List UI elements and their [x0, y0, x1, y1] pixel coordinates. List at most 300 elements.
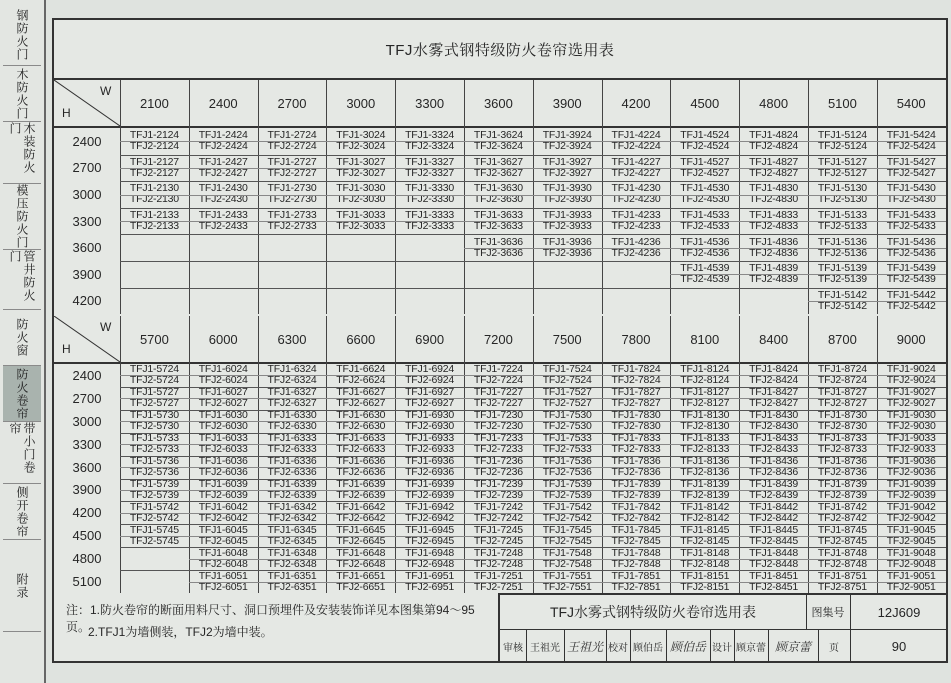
cell-mid-divider — [602, 582, 671, 583]
model-tfj2: TFJ2-3333 — [405, 220, 455, 233]
model-tfj1: TFJ1-7224 — [473, 363, 523, 376]
model-tfj2: TFJ2-7233 — [473, 443, 523, 456]
cell-mid-divider — [395, 168, 464, 169]
cell-mid-divider — [739, 248, 808, 249]
width-5100: 5100 — [827, 95, 857, 111]
model-tfj1: TFJ1-7539 — [542, 477, 592, 490]
model-tfj1: TFJ1-6924 — [405, 363, 455, 376]
model-tfj1: TFJ1-8733 — [817, 432, 867, 445]
model-tfj2: TFJ2-6924 — [405, 374, 455, 387]
model-tfj1: TFJ1-2727 — [267, 155, 317, 168]
title-block-title: TFJ水雾式钢特级防火卷帘选用表 — [500, 595, 807, 629]
cell-mid-divider — [808, 168, 877, 169]
corner-header — [54, 80, 120, 126]
cell-mid-divider — [326, 168, 395, 169]
width-3300: 3300 — [415, 95, 445, 111]
model-tfj2: TFJ2-8727 — [817, 397, 867, 410]
model-tfj1: TFJ1-7242 — [473, 500, 523, 513]
cell-mid-divider — [464, 467, 533, 468]
model-tfj1: TFJ1-3033 — [336, 209, 386, 222]
model-tfj2: TFJ2-4536 — [680, 246, 730, 259]
model-tfj2: TFJ2-7533 — [542, 443, 592, 456]
model-tfj1: TFJ1-8748 — [817, 546, 867, 559]
cell-mid-divider — [808, 301, 877, 302]
cell-mid-divider — [877, 141, 946, 142]
cell-mid-divider — [189, 375, 258, 376]
cell-mid-divider — [258, 195, 327, 196]
cell-mid-divider — [739, 168, 808, 169]
model-tfj2: TFJ2-6042 — [198, 511, 248, 524]
model-tfj1: TFJ1-6627 — [336, 386, 386, 399]
cell-mid-divider — [189, 221, 258, 222]
model-tfj2: TFJ2-6927 — [405, 397, 455, 410]
model-tfj1: TFJ1-3633 — [473, 209, 523, 222]
model-tfj2: TFJ2-4533 — [680, 220, 730, 233]
model-tfj2: TFJ2-5733 — [129, 443, 179, 456]
cell-mid-divider — [326, 536, 395, 537]
model-tfj1: TFJ1-2733 — [267, 209, 317, 222]
cell-mid-divider — [808, 490, 877, 491]
model-tfj1: TFJ1-4227 — [611, 155, 661, 168]
cell-mid-divider — [602, 141, 671, 142]
cell-mid-divider — [533, 375, 602, 376]
cell-mid-divider — [258, 536, 327, 537]
cell-mid-divider — [120, 398, 189, 399]
cell-mid-divider — [258, 221, 327, 222]
model-tfj2: TFJ2-3927 — [542, 166, 592, 179]
model-tfj1: TFJ1-3933 — [542, 209, 592, 222]
model-tfj1: TFJ1-6048 — [198, 546, 248, 559]
model-tfj1: TFJ1-7248 — [473, 546, 523, 559]
model-tfj1: TFJ1-3930 — [542, 182, 592, 195]
cell-mid-divider — [602, 536, 671, 537]
cell-mid-divider — [395, 444, 464, 445]
width-6300: 6300 — [277, 331, 307, 347]
cell-mid-divider — [395, 559, 464, 560]
sidebar-tab-8[interactable]: 侧开卷帘 — [3, 484, 41, 540]
model-tfj1: TFJ1-9039 — [886, 477, 936, 490]
atlas-number: 12J609 — [877, 604, 921, 620]
cell-mid-divider — [258, 141, 327, 142]
model-tfj1: TFJ1-4224 — [611, 129, 661, 142]
model-tfj2: TFJ2-5130 — [817, 193, 867, 206]
page-frame — [52, 18, 948, 663]
model-tfj2: TFJ2-7245 — [473, 534, 523, 547]
cell-mid-divider — [395, 536, 464, 537]
model-tfj2: TFJ2-7830 — [611, 420, 661, 433]
model-tfj1: TFJ1-8727 — [817, 386, 867, 399]
model-tfj2: TFJ2-6342 — [267, 511, 317, 524]
sidebar-tab-2[interactable]: 木装防火门 — [3, 122, 41, 184]
model-tfj2: TFJ2-7848 — [611, 557, 661, 570]
model-tfj2: TFJ2-7251 — [473, 580, 523, 593]
model-tfj2: TFJ2-8151 — [680, 580, 730, 593]
model-tfj1: TFJ1-6336 — [267, 455, 317, 468]
cell-mid-divider — [533, 559, 602, 560]
sidebar-tab-4[interactable]: 管井防火门 — [3, 250, 41, 310]
model-tfj2: TFJ2-2430 — [198, 193, 248, 206]
model-tfj1: TFJ1-6927 — [405, 386, 455, 399]
cell-mid-divider — [602, 168, 671, 169]
model-tfj1: TFJ1-8448 — [749, 546, 799, 559]
model-tfj2: TFJ2-6936 — [405, 466, 455, 479]
table-title: TFJ水雾式钢特级防火卷帘选用表 — [54, 20, 946, 80]
cell-mid-divider — [395, 195, 464, 196]
model-tfj2: TFJ2-6336 — [267, 466, 317, 479]
cell-mid-divider — [326, 375, 395, 376]
model-tfj2: TFJ2-7824 — [611, 374, 661, 387]
height-3000: 3000 — [72, 186, 102, 202]
sidebar-tab-6[interactable]: 防火卷帘 — [3, 366, 41, 422]
model-tfj1: TFJ1-6330 — [267, 409, 317, 422]
model-tfj2: TFJ2-8136 — [680, 466, 730, 479]
model-tfj1: TFJ1-3324 — [405, 129, 455, 142]
model-tfj1: TFJ1-5739 — [129, 477, 179, 490]
cell-mid-divider — [395, 398, 464, 399]
model-tfj2: TFJ2-3633 — [473, 220, 523, 233]
model-tfj2: TFJ2-6648 — [336, 557, 386, 570]
model-tfj2: TFJ2-9024 — [886, 374, 936, 387]
cell-mid-divider — [533, 582, 602, 583]
model-tfj1: TFJ1-7533 — [542, 432, 592, 445]
cell-mid-divider — [533, 398, 602, 399]
model-tfj1: TFJ1-4839 — [749, 262, 799, 275]
cell-mid-divider — [258, 559, 327, 560]
cell-mid-divider — [670, 421, 739, 422]
model-tfj2: TFJ2-9039 — [886, 488, 936, 501]
model-tfj2: TFJ2-8442 — [749, 511, 799, 524]
model-tfj1: TFJ1-3327 — [405, 155, 455, 168]
cell-mid-divider — [670, 221, 739, 222]
model-tfj2: TFJ2-4833 — [749, 220, 799, 233]
cell-mid-divider — [602, 559, 671, 560]
model-tfj1: TFJ1-6648 — [336, 546, 386, 559]
model-tfj2: TFJ2-7536 — [542, 466, 592, 479]
model-tfj2: TFJ2-4539 — [680, 273, 730, 286]
cell-mid-divider — [258, 444, 327, 445]
model-tfj2: TFJ2-7242 — [473, 511, 523, 524]
cell-mid-divider — [670, 398, 739, 399]
cell-mid-divider — [464, 490, 533, 491]
model-tfj1: TFJ1-3636 — [473, 235, 523, 248]
cell-mid-divider — [258, 421, 327, 422]
cell-mid-divider — [326, 582, 395, 583]
model-tfj1: TFJ1-6033 — [198, 432, 248, 445]
model-tfj1: TFJ1-6633 — [336, 432, 386, 445]
model-tfj1: TFJ1-7845 — [611, 523, 661, 536]
model-tfj1: TFJ1-6936 — [405, 455, 455, 468]
model-tfj1: TFJ1-7545 — [542, 523, 592, 536]
model-tfj1: TFJ1-5745 — [129, 523, 179, 536]
model-tfj1: TFJ1-7527 — [542, 386, 592, 399]
model-tfj2: TFJ2-4236 — [611, 246, 661, 259]
model-tfj2: TFJ2-6627 — [336, 397, 386, 410]
model-tfj1: TFJ1-3624 — [473, 129, 523, 142]
cell-mid-divider — [189, 168, 258, 169]
model-tfj1: TFJ1-4530 — [680, 182, 730, 195]
cell-mid-divider — [258, 582, 327, 583]
height-3900: 3900 — [72, 266, 102, 282]
model-tfj2: TFJ2-8448 — [749, 557, 799, 570]
cell-mid-divider — [739, 536, 808, 537]
model-tfj2: TFJ2-6930 — [405, 420, 455, 433]
cell-mid-divider — [739, 398, 808, 399]
cell-mid-divider — [602, 375, 671, 376]
model-tfj2: TFJ2-5142 — [817, 299, 867, 312]
model-tfj1: TFJ1-6645 — [336, 523, 386, 536]
model-tfj1: TFJ1-3927 — [542, 155, 592, 168]
cell-mid-divider — [808, 444, 877, 445]
sidebar-tab-3[interactable]: 模压防火门 — [3, 184, 41, 250]
model-tfj1: TFJ1-4836 — [749, 235, 799, 248]
cell-mid-divider — [808, 582, 877, 583]
cell-mid-divider — [602, 248, 671, 249]
cell-mid-divider — [189, 398, 258, 399]
model-tfj1: TFJ1-6024 — [198, 363, 248, 376]
cell-mid-divider — [877, 421, 946, 422]
cell-mid-divider — [877, 195, 946, 196]
model-tfj1: TFJ1-3024 — [336, 129, 386, 142]
cell-mid-divider — [326, 398, 395, 399]
model-tfj2: TFJ2-4824 — [749, 140, 799, 153]
model-tfj1: TFJ1-8427 — [749, 386, 799, 399]
cell-mid-divider — [739, 490, 808, 491]
cell-mid-divider — [395, 141, 464, 142]
model-tfj2: TFJ2-6351 — [267, 580, 317, 593]
cell-mid-divider — [258, 490, 327, 491]
width-5400: 5400 — [896, 95, 926, 111]
model-tfj2: TFJ2-2727 — [267, 166, 317, 179]
model-tfj1: TFJ1-8136 — [680, 455, 730, 468]
width-4200: 4200 — [621, 95, 651, 111]
cell-mid-divider — [120, 513, 189, 514]
model-tfj2: TFJ2-7224 — [473, 374, 523, 387]
model-tfj1: TFJ1-8139 — [680, 477, 730, 490]
cell-mid-divider — [670, 444, 739, 445]
model-tfj1: TFJ1-3627 — [473, 155, 523, 168]
cell-mid-divider — [808, 248, 877, 249]
model-tfj1: TFJ1-8133 — [680, 432, 730, 445]
width-8700: 8700 — [827, 331, 857, 347]
cell-mid-divider — [464, 559, 533, 560]
model-tfj1: TFJ1-5130 — [817, 182, 867, 195]
cell-mid-divider — [120, 490, 189, 491]
model-tfj1: TFJ1-8430 — [749, 409, 799, 422]
sidebar-tab-5[interactable]: 防火窗 — [3, 310, 41, 366]
check-label: 校对 — [606, 629, 631, 663]
sidebar-tab-1[interactable]: 木防火门 — [3, 66, 41, 122]
cell-mid-divider — [877, 467, 946, 468]
cell-mid-divider — [670, 168, 739, 169]
cell-mid-divider — [533, 168, 602, 169]
model-tfj2: TFJ2-4839 — [749, 273, 799, 286]
model-tfj2: TFJ2-8424 — [749, 374, 799, 387]
model-tfj2: TFJ2-2733 — [267, 220, 317, 233]
model-tfj2: TFJ2-8736 — [817, 466, 867, 479]
model-tfj1: TFJ1-8745 — [817, 523, 867, 536]
model-tfj1: TFJ1-5427 — [886, 155, 936, 168]
model-tfj1: TFJ1-9036 — [886, 455, 936, 468]
cell-mid-divider — [602, 421, 671, 422]
model-tfj1: TFJ1-4536 — [680, 235, 730, 248]
width-6000: 6000 — [208, 331, 238, 347]
cell-mid-divider — [739, 375, 808, 376]
cell-mid-divider — [533, 221, 602, 222]
model-tfj1: TFJ1-5433 — [886, 209, 936, 222]
cell-mid-divider — [120, 467, 189, 468]
model-tfj2: TFJ2-6051 — [198, 580, 248, 593]
model-tfj1: TFJ1-2433 — [198, 209, 248, 222]
model-tfj2: TFJ2-6348 — [267, 557, 317, 570]
cell-mid-divider — [533, 536, 602, 537]
model-tfj2: TFJ2-5739 — [129, 488, 179, 501]
width-3900: 3900 — [552, 95, 582, 111]
cell-mid-divider — [326, 513, 395, 514]
cell-mid-divider — [877, 513, 946, 514]
model-tfj1: TFJ1-2133 — [129, 209, 179, 222]
model-tfj1: TFJ1-6051 — [198, 569, 248, 582]
model-tfj2: TFJ2-5745 — [129, 534, 179, 547]
cell-mid-divider — [395, 421, 464, 422]
model-tfj1: TFJ1-4824 — [749, 129, 799, 142]
model-tfj1: TFJ1-7233 — [473, 432, 523, 445]
cell-mid-divider — [464, 375, 533, 376]
width-2100: 2100 — [139, 95, 169, 111]
cell-mid-divider — [877, 301, 946, 302]
width-7500: 7500 — [552, 331, 582, 347]
model-tfj1: TFJ1-3936 — [542, 235, 592, 248]
model-tfj2: TFJ2-3030 — [336, 193, 386, 206]
checker-signature: 顾伯岳 — [666, 629, 711, 663]
model-tfj2: TFJ2-8733 — [817, 443, 867, 456]
model-tfj1: TFJ1-2430 — [198, 182, 248, 195]
model-tfj1: TFJ1-4833 — [749, 209, 799, 222]
cell-mid-divider — [189, 559, 258, 560]
model-tfj2: TFJ2-7527 — [542, 397, 592, 410]
model-tfj1: TFJ1-8724 — [817, 363, 867, 376]
cell-mid-divider — [258, 168, 327, 169]
cell-mid-divider — [326, 467, 395, 468]
model-tfj2: TFJ2-6948 — [405, 557, 455, 570]
model-tfj2: TFJ2-9048 — [886, 557, 936, 570]
model-tfj1: TFJ1-3027 — [336, 155, 386, 168]
model-tfj2: TFJ2-5727 — [129, 397, 179, 410]
model-tfj2: TFJ2-6039 — [198, 488, 248, 501]
model-tfj2: TFJ2-3033 — [336, 220, 386, 233]
model-tfj2: TFJ2-6030 — [198, 420, 248, 433]
cell-mid-divider — [189, 141, 258, 142]
model-tfj2: TFJ2-9033 — [886, 443, 936, 456]
model-tfj1: TFJ1-9045 — [886, 523, 936, 536]
model-tfj1: TFJ1-8130 — [680, 409, 730, 422]
h-label: H — [62, 106, 71, 120]
model-tfj1: TFJ1-5136 — [817, 235, 867, 248]
model-tfj1: TFJ1-5430 — [886, 182, 936, 195]
cell-mid-divider — [739, 195, 808, 196]
cell-mid-divider — [189, 467, 258, 468]
sidebar-tab-9[interactable]: 附录 — [3, 540, 41, 632]
cell-mid-divider — [877, 559, 946, 560]
model-tfj2: TFJ2-4233 — [611, 220, 661, 233]
model-tfj2: TFJ2-5724 — [129, 374, 179, 387]
cell-mid-divider — [464, 398, 533, 399]
model-tfj1: TFJ1-9027 — [886, 386, 936, 399]
model-tfj1: TFJ1-6324 — [267, 363, 317, 376]
notes — [54, 593, 494, 661]
model-tfj2: TFJ2-4230 — [611, 193, 661, 206]
model-tfj1: TFJ1-8739 — [817, 477, 867, 490]
cell-mid-divider — [808, 375, 877, 376]
sidebar-tab-7[interactable]: 带小门卷帘 — [3, 422, 41, 484]
model-tfj1: TFJ1-8145 — [680, 523, 730, 536]
model-tfj2: TFJ2-7545 — [542, 534, 592, 547]
cell-mid-divider — [670, 375, 739, 376]
model-tfj1: TFJ1-6636 — [336, 455, 386, 468]
model-tfj2: TFJ2-5127 — [817, 166, 867, 179]
sidebar-tab-0[interactable]: 钢防火门 — [3, 4, 41, 66]
cell-mid-divider — [464, 582, 533, 583]
model-tfj2: TFJ2-5442 — [886, 299, 936, 312]
w-label: W — [100, 320, 112, 334]
model-tfj1: TFJ1-7530 — [542, 409, 592, 422]
cell-mid-divider — [533, 513, 602, 514]
model-tfj1: TFJ1-6039 — [198, 477, 248, 490]
cell-mid-divider — [808, 398, 877, 399]
model-tfj2: TFJ2-7827 — [611, 397, 661, 410]
model-tfj1: TFJ1-6639 — [336, 477, 386, 490]
model-tfj2: TFJ2-3627 — [473, 166, 523, 179]
model-tfj1: TFJ1-6045 — [198, 523, 248, 536]
model-tfj2: TFJ2-4527 — [680, 166, 730, 179]
model-tfj1: TFJ1-4524 — [680, 129, 730, 142]
model-tfj1: TFJ1-2130 — [129, 182, 179, 195]
model-tfj2: TFJ2-8148 — [680, 557, 730, 570]
model-tfj1: TFJ1-5124 — [817, 129, 867, 142]
model-tfj2: TFJ2-2424 — [198, 140, 248, 153]
cell-mid-divider — [395, 221, 464, 222]
selection-table-lower — [54, 316, 946, 593]
model-tfj1: TFJ1-6945 — [405, 523, 455, 536]
cell-mid-divider — [189, 536, 258, 537]
model-tfj1: TFJ1-6948 — [405, 546, 455, 559]
model-tfj2: TFJ2-8124 — [680, 374, 730, 387]
cell-mid-divider — [670, 274, 739, 275]
model-tfj1: TFJ1-5133 — [817, 209, 867, 222]
cell-mid-divider — [877, 274, 946, 275]
model-tfj2: TFJ2-8742 — [817, 511, 867, 524]
cell-mid-divider — [877, 444, 946, 445]
model-tfj2: TFJ2-3924 — [542, 140, 592, 153]
model-tfj1: TFJ1-6027 — [198, 386, 248, 399]
model-tfj2: TFJ2-6330 — [267, 420, 317, 433]
model-tfj2: TFJ2-7236 — [473, 466, 523, 479]
model-tfj2: TFJ2-7539 — [542, 488, 592, 501]
cell-mid-divider — [808, 559, 877, 560]
model-tfj2: TFJ2-6933 — [405, 443, 455, 456]
model-tfj2: TFJ2-6324 — [267, 374, 317, 387]
cell-mid-divider — [258, 513, 327, 514]
cell-mid-divider — [808, 421, 877, 422]
model-tfj2: TFJ2-7839 — [611, 488, 661, 501]
model-tfj1: TFJ1-9033 — [886, 432, 936, 445]
model-tfj2: TFJ2-5436 — [886, 246, 936, 259]
model-tfj2: TFJ2-9030 — [886, 420, 936, 433]
cell-mid-divider — [877, 248, 946, 249]
model-tfj2: TFJ2-3024 — [336, 140, 386, 153]
model-tfj2: TFJ2-6942 — [405, 511, 455, 524]
cell-mid-divider — [326, 559, 395, 560]
model-tfj1: TFJ1-8436 — [749, 455, 799, 468]
